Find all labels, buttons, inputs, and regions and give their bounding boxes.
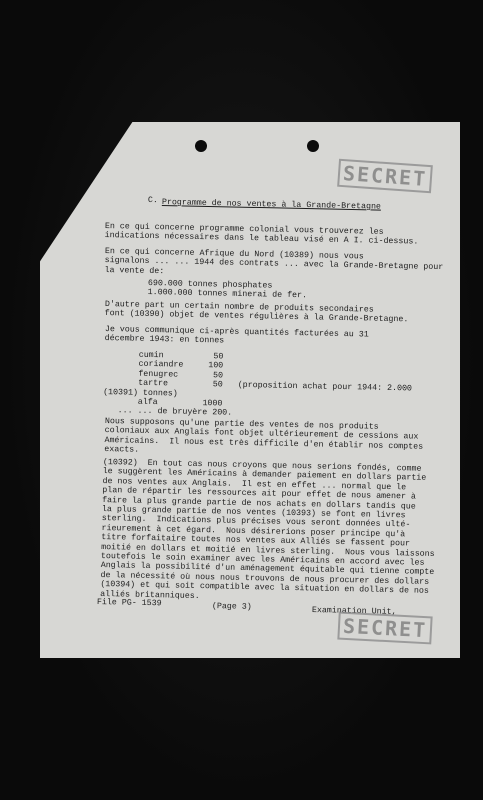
paragraph-north-africa: En ce qui concerne Afrique du Nord (10389) nous vous signalons ... ... 1944 des contrats ... avec la Grande-Bretagne pour la vente de: (104, 247, 444, 277)
paragraph-tonnages: 690.000 tonnes phosphates 1.000.000 tonnes minerai de fer. (147, 279, 308, 301)
quantities-list: cumin 50 coriandre 100 fenugrec 50 tartre 50 (proposition achat pour 1944: 2.000 (10391) tonnes) alfa 1000 ... ... de bruyère 200. (102, 350, 413, 419)
secret-stamp-bottom: SECRET (337, 612, 433, 645)
secret-stamp-top: SECRET (337, 159, 433, 194)
paragraph-invoiced-quantities: Je vous communique ci-après quantités facturées au 31 décembre 1943: en tonnes (104, 325, 369, 346)
paragraph-secondary-products: D'autre part un certain nombre de produits secondaires font (10390) objet de ventes régulières à la Grande-Bretagne. (104, 300, 409, 325)
paragraph-colonial-programme: En ce qui concerne programme colonial vous trouverez les indications nécessaires dans le tableau visé en A I. ci-dessus. (104, 222, 419, 247)
file-reference: File PG- 1539 (96, 598, 162, 609)
examination-unit: Examination Unit, (311, 606, 397, 617)
page-number: (Page 3) (211, 602, 252, 612)
punch-hole-left (195, 140, 207, 152)
section-title: Programme de nos ventes à la Grande-Bretagne (161, 198, 382, 212)
section-letter: C. (147, 196, 158, 206)
punch-hole-right (307, 140, 319, 152)
paragraph-american-cessions: Nous supposons qu'une partie des ventes de nos produits coloniaux aux Anglais font objet ultérieurement de cessions aux Américains. Il nous est très difficile d'en établir nos comptes exacts. (104, 417, 424, 455)
paragraph-dollar-payment: (10392) En tout cas nous croyons que nous serions fondés, comme le suggèrent les Américains à demander paiement en dollars partie de nos ventes aux Anglais. Il est en effet ... normal que le plan de répartir les ressources ait pour effet de nous amener à faire la plus grande partie de nos achats en dollars tandis que la plus grande partie de nos ventes (10393) se font en livres sterling. Indications plus précises vous seront données ulté- rieurement à cet égard. Nous désirerions poser principe qu'à titre forfaitaire toutes nos ventes aux Alliés se fassent pour moitié en dollars et moitié en livres sterling. Nous vous laissons toutefois le soin examiner avec les Américains en accord avec les Anglais la possibilité d'un aménagement équitable qui tienne compte de la nécessité où nous nous trouvons de nous procurer des dollars (10394) et qui soit compatible avec la situation en dollars de nos alliés britanniques. (100, 458, 435, 601)
